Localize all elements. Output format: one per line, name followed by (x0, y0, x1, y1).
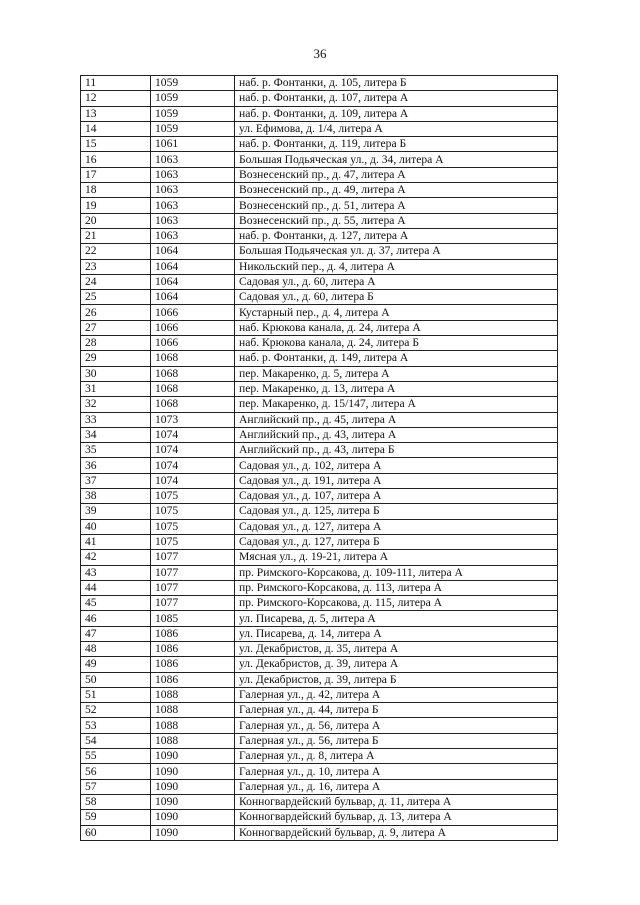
address: Кустарный пер., д. 4, литера А (235, 305, 558, 320)
table-row (81, 76, 558, 91)
address: наб. р. Фонтанки, д. 109, литера А (235, 106, 558, 121)
address: Вознесенский пр., д. 51, литера А (235, 198, 558, 213)
table-row (81, 167, 558, 182)
table-row (81, 749, 558, 764)
address: наб. р. Фонтанки, д. 127, литера А (235, 228, 558, 243)
row-number: 28 (81, 336, 151, 351)
block-code: 1059 (151, 91, 235, 106)
address: Вознесенский пр., д. 55, литера А (235, 213, 558, 228)
address: пр. Римского-Корсакова, д. 109-111, литера А (235, 565, 558, 580)
page-number: 36 (313, 46, 327, 61)
row-number: 26 (81, 305, 151, 320)
table-row (81, 641, 558, 656)
table-row (81, 274, 558, 289)
address: ул. Декабристов, д. 35, литера А (235, 641, 558, 656)
address: Галерная ул., д. 10, литера А (235, 764, 558, 779)
row-number: 22 (81, 244, 151, 259)
row-number: 34 (81, 427, 151, 442)
address: наб. р. Фонтанки, д. 149, литера А (235, 351, 558, 366)
address: Садовая ул., д. 127, литера Б (235, 534, 558, 549)
address: Никольский пер., д. 4, литера А (235, 259, 558, 274)
block-code: 1075 (151, 489, 235, 504)
row-number: 51 (81, 687, 151, 702)
address: Галерная ул., д. 56, литера Б (235, 733, 558, 748)
table-row (81, 183, 558, 198)
table-row (81, 121, 558, 136)
block-code: 1068 (151, 397, 235, 412)
address: Садовая ул., д. 191, литера А (235, 473, 558, 488)
row-number: 17 (81, 167, 151, 182)
table-row (81, 427, 558, 442)
row-number: 56 (81, 764, 151, 779)
table-row (81, 703, 558, 718)
block-code: 1077 (151, 580, 235, 595)
table-row (81, 228, 558, 243)
table-row (81, 534, 558, 549)
address: наб. Крюкова канала, д. 24, литера Б (235, 336, 558, 351)
block-code: 1059 (151, 76, 235, 91)
block-code: 1088 (151, 733, 235, 748)
block-code: 1074 (151, 473, 235, 488)
address: Конногвардейский бульвар, д. 13, литера А (235, 810, 558, 825)
row-number: 60 (81, 825, 151, 840)
block-code: 1063 (151, 183, 235, 198)
block-code: 1086 (151, 672, 235, 687)
block-code: 1064 (151, 290, 235, 305)
address: пер. Макаренко, д. 15/147, литера А (235, 397, 558, 412)
block-code: 1086 (151, 641, 235, 656)
table-row (81, 611, 558, 626)
address: ул. Писарева, д. 14, литера А (235, 626, 558, 641)
address: ул. Декабристов, д. 39, литера А (235, 657, 558, 672)
table-row (81, 565, 558, 580)
table-row (81, 550, 558, 565)
address: Вознесенский пр., д. 49, литера А (235, 183, 558, 198)
address: Галерная ул., д. 8, литера А (235, 749, 558, 764)
table-row (81, 259, 558, 274)
table-row (81, 397, 558, 412)
row-number: 33 (81, 412, 151, 427)
block-code: 1066 (151, 305, 235, 320)
row-number: 21 (81, 228, 151, 243)
address: Большая Подьяческая ул., д. 34, литера А (235, 152, 558, 167)
row-number: 19 (81, 198, 151, 213)
table-row (81, 443, 558, 458)
address: пр. Римского-Корсакова, д. 115, литера А (235, 596, 558, 611)
block-code: 1063 (151, 228, 235, 243)
table-row (81, 137, 558, 152)
table-row (81, 336, 558, 351)
address: наб. р. Фонтанки, д. 107, литера А (235, 91, 558, 106)
table-row (81, 733, 558, 748)
address: Галерная ул., д. 16, литера А (235, 779, 558, 794)
table-row (81, 412, 558, 427)
block-code: 1063 (151, 167, 235, 182)
block-code: 1063 (151, 152, 235, 167)
row-number: 15 (81, 137, 151, 152)
table-row (81, 580, 558, 595)
address-table (80, 75, 558, 841)
row-number: 20 (81, 213, 151, 228)
block-code: 1086 (151, 657, 235, 672)
table-row (81, 458, 558, 473)
row-number: 58 (81, 794, 151, 809)
address: Садовая ул., д. 60, литера Б (235, 290, 558, 305)
table-row (81, 290, 558, 305)
table-row (81, 825, 558, 840)
block-code: 1074 (151, 458, 235, 473)
block-code: 1077 (151, 596, 235, 611)
block-code: 1064 (151, 244, 235, 259)
address: Вознесенский пр., д. 47, литера А (235, 167, 558, 182)
table-row (81, 810, 558, 825)
table-row (81, 198, 558, 213)
row-number: 24 (81, 274, 151, 289)
address: наб. Крюкова канала, д. 24, литера А (235, 320, 558, 335)
block-code: 1068 (151, 366, 235, 381)
address: Конногвардейский бульвар, д. 11, литера А (235, 794, 558, 809)
block-code: 1086 (151, 626, 235, 641)
block-code: 1063 (151, 198, 235, 213)
row-number: 11 (81, 76, 151, 91)
table-row (81, 244, 558, 259)
row-number: 54 (81, 733, 151, 748)
block-code: 1088 (151, 687, 235, 702)
address: ул. Ефимова, д. 1/4, литера А (235, 121, 558, 136)
block-code: 1088 (151, 718, 235, 733)
block-code: 1090 (151, 810, 235, 825)
address: Садовая ул., д. 127, литера А (235, 519, 558, 534)
row-number: 16 (81, 152, 151, 167)
address: Садовая ул., д. 107, литера А (235, 489, 558, 504)
block-code: 1075 (151, 504, 235, 519)
block-code: 1063 (151, 213, 235, 228)
row-number: 35 (81, 443, 151, 458)
block-code: 1061 (151, 137, 235, 152)
table-row (81, 489, 558, 504)
address: Большая Подьяческая ул. д. 37, литера А (235, 244, 558, 259)
address: Галерная ул., д. 44, литера Б (235, 703, 558, 718)
table-row (81, 596, 558, 611)
table-row (81, 91, 558, 106)
row-number: 43 (81, 565, 151, 580)
block-code: 1088 (151, 703, 235, 718)
row-number: 50 (81, 672, 151, 687)
row-number: 38 (81, 489, 151, 504)
row-number: 37 (81, 473, 151, 488)
row-number: 25 (81, 290, 151, 305)
row-number: 45 (81, 596, 151, 611)
row-number: 46 (81, 611, 151, 626)
table-row (81, 213, 558, 228)
address: Галерная ул., д. 42, литера А (235, 687, 558, 702)
row-number: 29 (81, 351, 151, 366)
address: пр. Римского-Корсакова, д. 113, литера А (235, 580, 558, 595)
table-row (81, 504, 558, 519)
table-row (81, 794, 558, 809)
row-number: 39 (81, 504, 151, 519)
table-row (81, 626, 558, 641)
table-row (81, 473, 558, 488)
address: Конногвардейский бульвар, д. 9, литера А (235, 825, 558, 840)
block-code: 1090 (151, 794, 235, 809)
block-code: 1074 (151, 427, 235, 442)
table-row (81, 764, 558, 779)
row-number: 53 (81, 718, 151, 733)
block-code: 1064 (151, 274, 235, 289)
row-number: 57 (81, 779, 151, 794)
table-row (81, 351, 558, 366)
address: наб. р. Фонтанки, д. 105, литера Б (235, 76, 558, 91)
row-number: 59 (81, 810, 151, 825)
table-row (81, 657, 558, 672)
table-row (81, 366, 558, 381)
address: Английский пр., д. 43, литера Б (235, 443, 558, 458)
address-table-body (81, 76, 558, 841)
table-row (81, 687, 558, 702)
row-number: 14 (81, 121, 151, 136)
block-code: 1090 (151, 825, 235, 840)
address: Галерная ул., д. 56, литера А (235, 718, 558, 733)
row-number: 32 (81, 397, 151, 412)
address: Английский пр., д. 45, литера А (235, 412, 558, 427)
address: Садовая ул., д. 60, литера А (235, 274, 558, 289)
row-number: 41 (81, 534, 151, 549)
block-code: 1074 (151, 443, 235, 458)
block-code: 1068 (151, 381, 235, 396)
address: ул. Декабристов, д. 39, литера Б (235, 672, 558, 687)
table-row (81, 152, 558, 167)
table-row (81, 672, 558, 687)
address: Садовая ул., д. 125, литера Б (235, 504, 558, 519)
block-code: 1073 (151, 412, 235, 427)
block-code: 1066 (151, 320, 235, 335)
table-row (81, 305, 558, 320)
block-code: 1068 (151, 351, 235, 366)
block-code: 1059 (151, 106, 235, 121)
block-code: 1059 (151, 121, 235, 136)
row-number: 23 (81, 259, 151, 274)
block-code: 1077 (151, 565, 235, 580)
row-number: 47 (81, 626, 151, 641)
address: ул. Писарева, д. 5, литера А (235, 611, 558, 626)
table-row (81, 519, 558, 534)
row-number: 42 (81, 550, 151, 565)
table-row (81, 106, 558, 121)
table-row (81, 718, 558, 733)
block-code: 1085 (151, 611, 235, 626)
block-code: 1090 (151, 749, 235, 764)
table-row (81, 779, 558, 794)
block-code: 1064 (151, 259, 235, 274)
row-number: 55 (81, 749, 151, 764)
row-number: 44 (81, 580, 151, 595)
address: наб. р. Фонтанки, д. 119, литера Б (235, 137, 558, 152)
address: пер. Макаренко, д. 13, литера А (235, 381, 558, 396)
row-number: 52 (81, 703, 151, 718)
address: пер. Макаренко, д. 5, литера А (235, 366, 558, 381)
table-row (81, 320, 558, 335)
row-number: 40 (81, 519, 151, 534)
row-number: 27 (81, 320, 151, 335)
row-number: 31 (81, 381, 151, 396)
row-number: 48 (81, 641, 151, 656)
block-code: 1075 (151, 519, 235, 534)
block-code: 1090 (151, 764, 235, 779)
block-code: 1090 (151, 779, 235, 794)
row-number: 30 (81, 366, 151, 381)
row-number: 36 (81, 458, 151, 473)
row-number: 13 (81, 106, 151, 121)
row-number: 12 (81, 91, 151, 106)
row-number: 18 (81, 183, 151, 198)
block-code: 1066 (151, 336, 235, 351)
address: Английский пр., д. 43, литера А (235, 427, 558, 442)
row-number: 49 (81, 657, 151, 672)
block-code: 1075 (151, 534, 235, 549)
address: Садовая ул., д. 102, литера А (235, 458, 558, 473)
table-row (81, 381, 558, 396)
address: Мясная ул., д. 19-21, литера А (235, 550, 558, 565)
block-code: 1077 (151, 550, 235, 565)
